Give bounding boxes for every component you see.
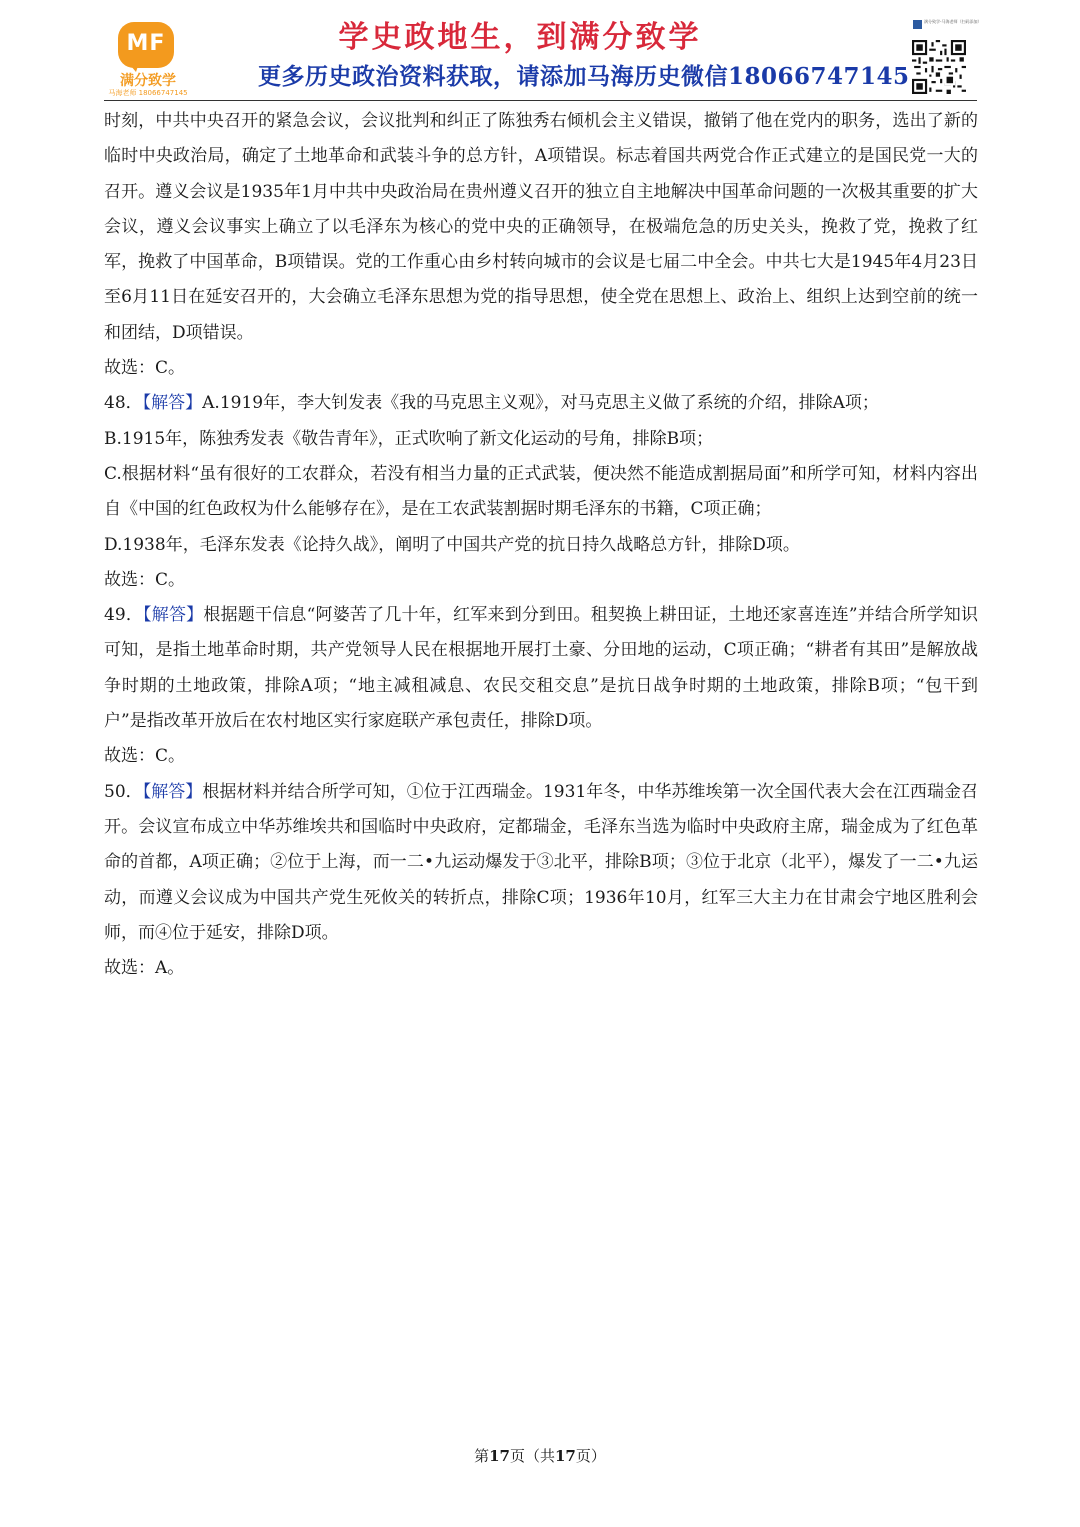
qr-code-icon (912, 40, 966, 94)
question-number: 49． (104, 605, 144, 626)
footer-suffix: 页） (575, 1447, 606, 1465)
question-number: 48． (104, 393, 143, 414)
question-48-answer (104, 386, 978, 421)
footer-middle: 页（共 (509, 1447, 555, 1465)
paragraph (104, 528, 978, 563)
answer-tag: 【解答】 (143, 605, 204, 626)
answer-choice (104, 951, 978, 986)
header-contact: 更多历史政治资料获取，请添加马海历史微信18066747145 (258, 63, 910, 90)
current-page-number: 17 (489, 1447, 510, 1465)
paragraph (104, 457, 978, 528)
paragraph-text: 故选：C。 (104, 746, 186, 767)
header-divider (104, 100, 977, 101)
logo-mark: MF (126, 31, 166, 56)
brand-logo (108, 22, 188, 97)
paragraph (104, 104, 978, 351)
paragraph-text: 时刻，中共中央召开的紧急会议，会议批判和纠正了陈独秀右倾机会主义错误，撤销了他在党内的职务，选出了新的临时中央政治局，确定了土地革命和武装斗争的总方针，A项错误。标志着国共两党合作正式建立的是国民党一大的召开。遵义会议是1935年1月中共中央政治局在贵州遵义召开的独立自主地解决中国革命问题的一次极其重要的扩大会议，遵义会议事实上确立了以毛泽东为核心的党中央的正确领导，在极端危急的历史关头，挽救了党，挽救了红军，挽救了中国革命，B项错误。党的工作重心由乡村转向城市的会议是七届二中全会。中共七大是1945年4月23日至6月11日在延安召开的，大会确立毛泽东思想为党的指导思想，使全党在思想上、政治上、组织上达到空前的统一和团结，D项错误。 (104, 111, 978, 343)
answer-tag: 【解答】 (142, 781, 203, 802)
qr-avatar-icon (913, 20, 922, 29)
paragraph-text: 故选：A。 (104, 958, 185, 979)
answer-choice (104, 739, 978, 774)
answer-choice (104, 351, 978, 386)
header-slogan: 学史政地生，到满分致学 (338, 20, 702, 55)
total-page-number: 17 (555, 1447, 576, 1465)
question-number: 50． (104, 781, 143, 802)
question-49-answer (104, 598, 978, 739)
paragraph-text: C.根据材料“虽有很好的工农群众，若没有相当力量的正式武装，便决然不能造成割据局面”和所学可知，材料内容出自《中国的红色政权为什么能够存在》，是在工农武装割据时期毛泽东的书籍，C项正确； (104, 463, 978, 520)
paragraph-text: 根据题干信息“阿婆苦了几十年，红军来到分到田。租契换上耕田证，土地还家喜连连”并结合所学知识可知，是指土地革命时期，共产党领导人民在根据地开展打土豪、分田地的运动，C项正确；“耕者有其田”是解放战争时期的土地政策，排除A项；“地主减租减息、农民交租交息”是抗日战争时期的土地政策，排除B项；“包干到户”是指改革开放后在农村地区实行家庭联产承包责任，排除D项。 (104, 605, 978, 732)
qr-caption: 满分致学-马海老师（扫码添加） (924, 19, 982, 24)
answer-content (104, 104, 978, 986)
paragraph-text: 故选：C。 (104, 358, 186, 379)
logo-name: 满分致学 (120, 73, 176, 89)
paragraph-text: 根据材料并结合所学可知，①位于江西瑞金。1931年冬，中华苏维埃第一次全国代表大会在江西瑞金召开。会议宣布成立中华苏维埃共和国临时中央政府，定都瑞金，毛泽东当选为临时中央政府主席，瑞金成为了红色革命的首都，A项正确；②位于上海，而一二•九运动爆发于③北平，排除B项；③位于北京（北平），爆发了一二•九运动，而遵义会议成为中国共产党生死攸关的转折点，排除C项；1936年10月，红军三大主力在甘肃会宁地区胜利会师，而④位于延安，排除D项。 (104, 781, 979, 943)
paragraph-text: A.1919年，李大钊发表《我的马克思主义观》，对马克思主义做了系统的介绍，排除A项； (202, 393, 879, 414)
footer-prefix: 第 (474, 1447, 490, 1465)
page-header (0, 0, 1080, 104)
paragraph-text: 故选：C。 (104, 569, 186, 590)
answer-tag: 【解答】 (142, 393, 203, 414)
paragraph-text: B.1915年，陈独秀发表《敬告青年》，正式吹响了新文化运动的号角，排除B项； (104, 428, 714, 449)
paragraph-text: D.1938年，毛泽东发表《论持久战》，阐明了中国共产党的抗日持久战略总方针，排除D项。 (104, 534, 800, 555)
question-50-answer (104, 775, 978, 951)
paragraph (104, 422, 978, 457)
logo-subtitle: 马海老师 18066747145 (108, 89, 188, 97)
answer-choice (104, 563, 978, 598)
page-footer (0, 1445, 1080, 1466)
